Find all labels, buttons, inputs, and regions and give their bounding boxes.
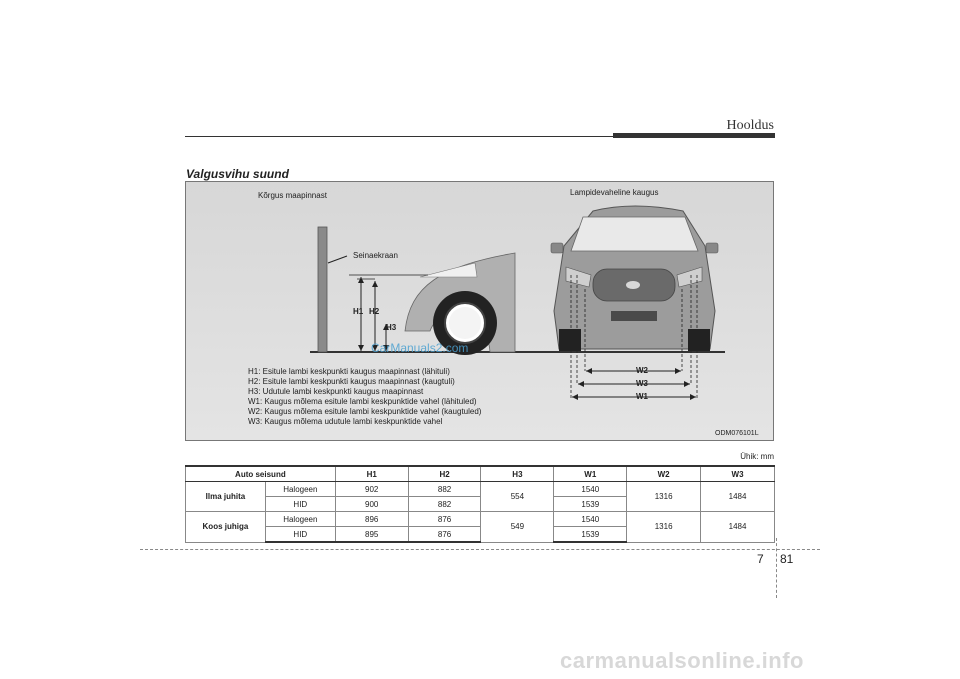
caption-h1: H1: Esitule lambi keskpunkti kaugus maapinnast (lähituli) <box>248 367 450 376</box>
screen-pointer <box>328 256 347 263</box>
h1-cell: 896 <box>335 512 408 527</box>
h2-cell: 882 <box>408 497 481 512</box>
w2-cell: 1316 <box>627 482 701 512</box>
lamp-type-cell: HID <box>265 527 335 543</box>
site-watermark: carmanualsonline.info <box>560 648 804 673</box>
lamp-type-cell: Halogeen <box>265 512 335 527</box>
h1-cell: 900 <box>335 497 408 512</box>
car-side-view <box>405 253 515 355</box>
section-title: Valgusvihu suund <box>186 167 289 181</box>
w3-cell: 1484 <box>701 512 775 543</box>
w1-cell: 1540 <box>554 482 627 497</box>
page-number-divider <box>776 538 777 598</box>
width-arrows <box>572 371 696 397</box>
table-row <box>186 512 775 527</box>
header-h3: H3 <box>481 466 554 482</box>
h2-cell: 882 <box>408 482 481 497</box>
w1-cell: 1539 <box>554 527 627 543</box>
header-w1: W1 <box>554 466 627 482</box>
height-label: Kõrgus maapinnast <box>258 191 327 200</box>
header-w3: W3 <box>701 466 775 482</box>
header-h2: H2 <box>408 466 481 482</box>
screen-label: Seinaekraan <box>353 251 398 260</box>
caption-w1: W1: Kaugus mõlema esitule lambi keskpunktide vahel (lähituled) <box>248 397 477 406</box>
header-condition: Auto seisund <box>186 466 336 482</box>
w3-tag: W3 <box>636 379 648 388</box>
lamp-type-cell: HID <box>265 497 335 512</box>
chapter-title: Hooldus <box>726 118 774 133</box>
chapter-number: 7 <box>757 552 764 566</box>
caption-w2: W2: Kaugus mõlema esitule lambi keskpunktide vahel (kaugtuled) <box>248 407 482 416</box>
h2-cell: 876 <box>408 512 481 527</box>
headlight-spec-table <box>185 465 775 543</box>
w1-cell: 1539 <box>554 497 627 512</box>
h3-tag: H3 <box>386 323 397 332</box>
w1-cell: 1540 <box>554 512 627 527</box>
w2-tag: W2 <box>636 366 648 375</box>
w2-cell: 1316 <box>627 512 701 543</box>
header-h1: H1 <box>335 466 408 482</box>
figure-caption <box>248 367 481 427</box>
h3-cell: 549 <box>481 512 554 543</box>
condition-cell: Ilma juhita <box>186 482 266 512</box>
table-row <box>186 482 775 497</box>
header-rule <box>185 136 615 137</box>
wall-screen <box>318 227 327 352</box>
h1-tag: H1 <box>353 307 364 316</box>
h2-tag: H2 <box>369 307 380 316</box>
lamp-type-cell: Halogeen <box>265 482 335 497</box>
car-front-view <box>551 206 718 351</box>
table-header-row <box>186 466 775 482</box>
caption-h3: H3: Udutule lambi keskpunkti kaugus maapinnast <box>248 387 424 396</box>
footer-rule <box>140 549 820 550</box>
unit-label: Ühik: mm <box>740 452 774 461</box>
h1-cell: 895 <box>335 527 408 543</box>
h2-cell: 876 <box>408 527 481 543</box>
watermark: CarManuals2.com <box>371 341 469 355</box>
w1-tag: W1 <box>636 392 648 401</box>
h1-cell: 902 <box>335 482 408 497</box>
header-w2: W2 <box>627 466 701 482</box>
caption-h2: H2: Esitule lambi keskpunkti kaugus maapinnast (kaugtuli) <box>248 377 455 386</box>
distance-label: Lampidevaheline kaugus <box>570 188 659 197</box>
w3-cell: 1484 <box>701 482 775 512</box>
figure-code: ODM076101L <box>715 430 759 437</box>
page-number: 81 <box>780 552 794 566</box>
caption-w3: W3: Kaugus mõlema udutule lambi keskpunktide vahel <box>248 417 443 426</box>
condition-cell: Koos juhiga <box>186 512 266 543</box>
header-rule-accent <box>613 133 775 138</box>
h3-cell: 554 <box>481 482 554 512</box>
